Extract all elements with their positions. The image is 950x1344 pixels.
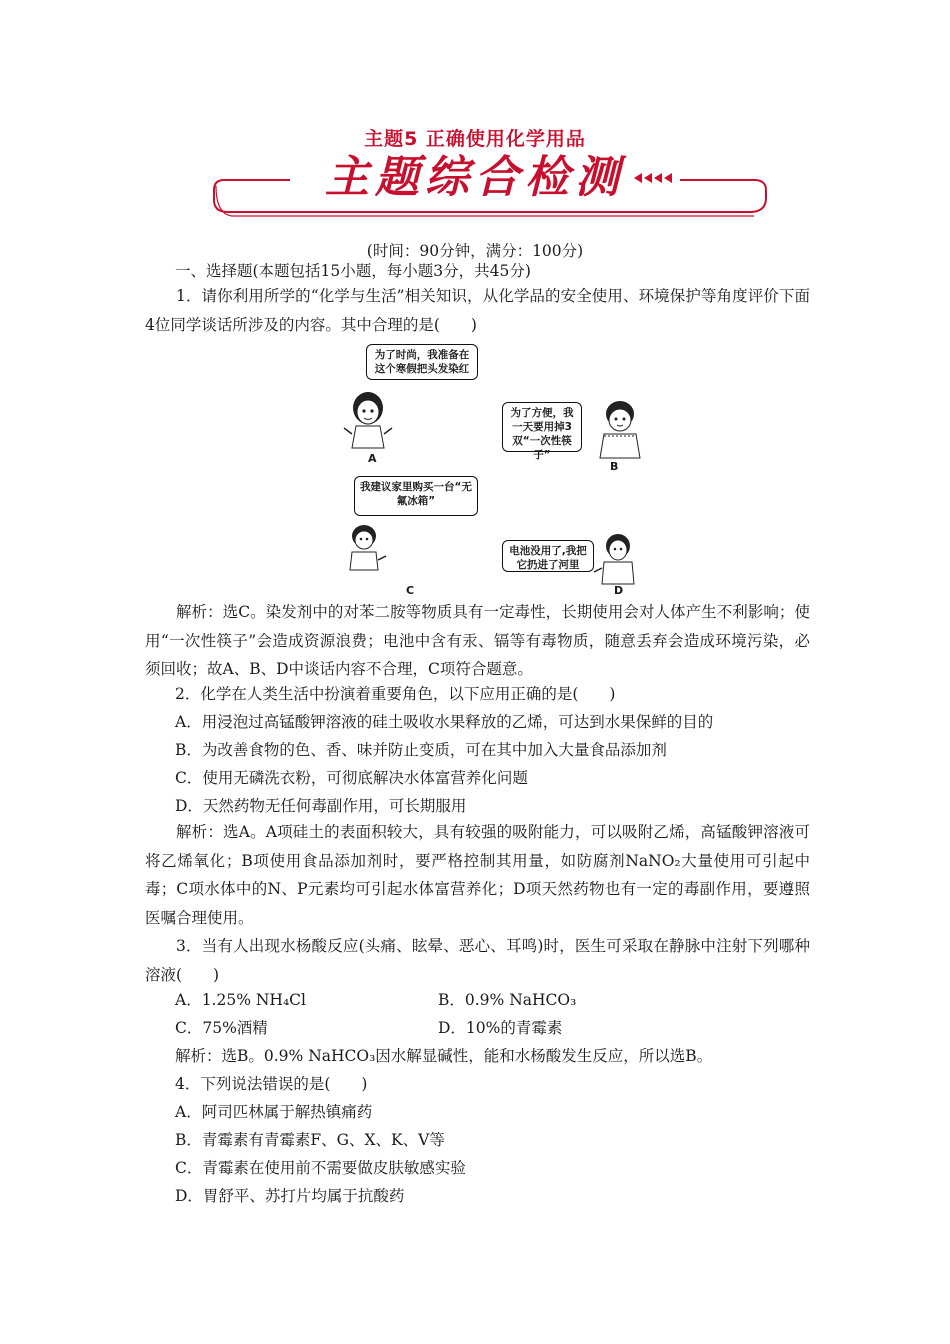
section-title: 一、选择题(本题包括15小题，每小题3分，共45分) xyxy=(175,262,531,280)
q4-option-c: C．青霉素在使用前不需要做皮肤敏感实验 xyxy=(175,1159,466,1177)
boy-illustration-d xyxy=(592,530,646,586)
q4-option-d: D．胃舒平、苏打片均属于抗酸药 xyxy=(175,1187,405,1205)
q2-analysis: 解析：选A。A项硅土的表面积较大，具有较强的吸附能力，可以吸附乙烯，高锰酸钾溶液可将乙烯氧化；B项使用食品添加剂时，要严格控制其用量，如防腐剂NaNO₂大量使用可引起中毒；C项水体中的N、P元素均可引起水体富营养化；D项天然药物也有一定的毒副作用，要遵照医嘱合理使用。 xyxy=(145,823,810,927)
q3-option-c: C．75%酒精 xyxy=(175,1019,268,1037)
banner-title: 主题综合检测 xyxy=(325,152,625,203)
q4-option-b: B．青霉素有青霉素F、G、X、K、V等 xyxy=(175,1131,445,1149)
figure-label-c: C xyxy=(406,584,415,597)
q1-analysis: 解析：选C。染发剂中的对苯二胺等物质具有一定毒性，长期使用会对人体产生不利影响；使用“一次性筷子”会造成资源浪费；电池中含有汞、镉等有毒物质，随意丢弃会造成环境污染，必须回收；故A、B、D中谈话内容不合理，C项符合题意。 xyxy=(145,603,810,678)
time-score: (时间：90分钟，满分：100分) xyxy=(366,242,584,260)
speech-bubble-c: 我建议家里购买一台“无氟冰箱” xyxy=(354,476,478,516)
q3-option-b: B．0.9% NaHCO₃ xyxy=(438,991,577,1009)
q4-stem: 4．下列说法错误的是( ) xyxy=(175,1075,368,1093)
boy-illustration-b xyxy=(592,396,648,460)
speech-bubble-d: 电池没用了,我把它扔进了河里 xyxy=(502,540,594,572)
q3-analysis: 解析：选B。0.9% NaHCO₃因水解显碱性，能和水杨酸发生反应，所以选B。 xyxy=(175,1047,713,1065)
q2-option-b: B．为改善食物的色、香、味并防止变质，可在其中加入大量食品添加剂 xyxy=(175,741,667,759)
girl-illustration-a xyxy=(338,386,402,450)
q4-option-a: A．阿司匹林属于解热镇痛药 xyxy=(175,1103,373,1121)
q2-option-a: A．用浸泡过高锰酸钾溶液的硅土吸收水果释放的乙烯，可达到水果保鲜的目的 xyxy=(175,713,714,731)
topic-title: 主题5 正确使用化学用品 xyxy=(364,128,586,150)
speech-bubble-b: 为了方便，我一天要用掉3双“一次性筷子” xyxy=(502,402,582,452)
boy-illustration-c xyxy=(342,522,390,572)
figure-label-a: A xyxy=(368,452,377,465)
q1-figure xyxy=(330,330,650,600)
q2-option-c: C．使用无磷洗衣粉，可彻底解决水体富营养化问题 xyxy=(175,769,528,787)
q1-stem: 1．请你利用所学的“化学与生活”相关知识，从化学品的安全使用、环境保护等角度评价下面4位同学谈话所涉及的内容。其中合理的是( ) xyxy=(145,287,810,334)
q3-option-d: D．10%的青霉素 xyxy=(438,1019,563,1037)
figure-label-b: B xyxy=(610,460,619,473)
q2-option-d: D．天然药物无任何毒副作用，可长期服用 xyxy=(175,797,467,815)
q2-stem: 2．化学在人类生活中扮演着重要角色，以下应用正确的是( ) xyxy=(175,685,616,703)
q3-option-a: A．1.25% NH₄Cl xyxy=(175,991,306,1009)
q3-stem: 3．当有人出现水杨酸反应(头痛、眩晕、恶心、耳鸣)时，医生可采取在静脉中注射下列哪种溶液( ) xyxy=(145,937,810,984)
speech-bubble-a: 为了时尚，我准备在这个寒假把头发染红 xyxy=(366,344,478,380)
figure-label-d: D xyxy=(614,584,624,597)
